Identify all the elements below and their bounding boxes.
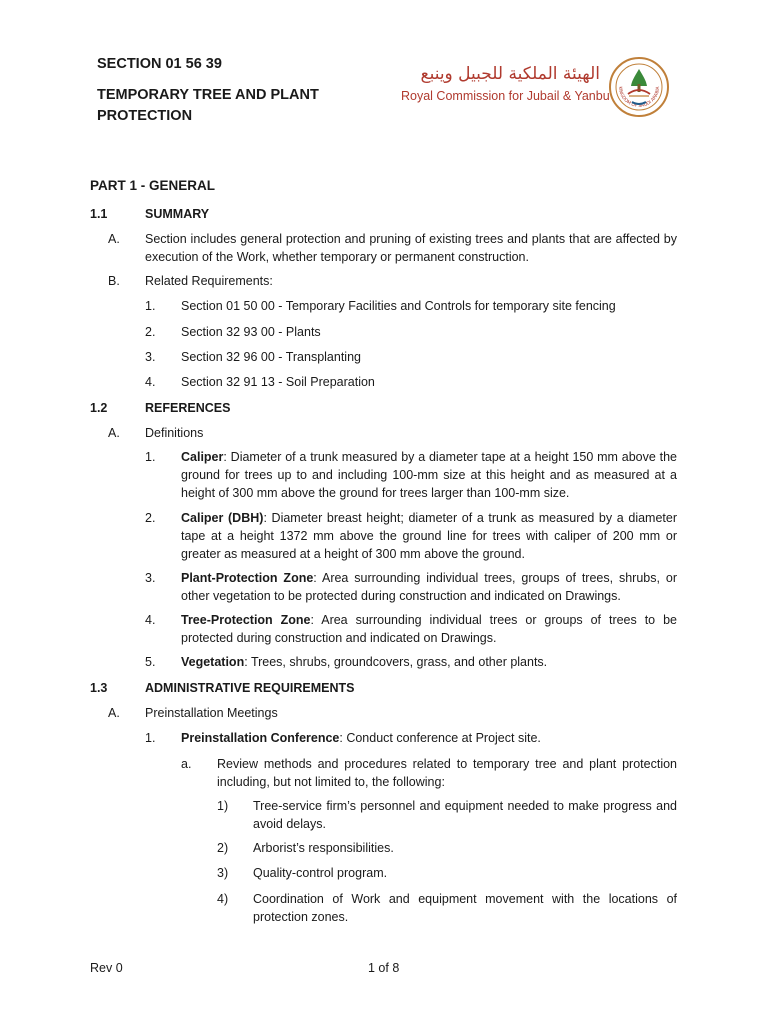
item-text: Tree-service firm’s personnel and equipment needed to make progress and avoid delays. xyxy=(253,799,677,831)
seal-emblem-icon xyxy=(608,56,670,118)
item-label: 3) xyxy=(217,866,229,880)
item-label: B. xyxy=(108,274,120,288)
item-text: Related Requirements: xyxy=(145,274,273,288)
item-label: 1) xyxy=(217,799,229,813)
item-text-block xyxy=(181,323,677,341)
item-text: : Trees, shrubs, groundcovers, grass, and other plants. xyxy=(244,655,548,669)
item-label: 2. xyxy=(145,325,156,339)
item-label: A. xyxy=(108,426,120,440)
logo-arabic-text: الهيئة الملكية للجبيل وينبع xyxy=(420,64,600,84)
footer-page-number: 1 of 8 xyxy=(368,961,400,975)
item-label: 1. xyxy=(145,731,156,745)
item-text: Section 32 96 00 - Transplanting xyxy=(181,350,361,364)
item-text: Coordination of Work and equipment movement with the locations of protection zones. xyxy=(253,892,677,924)
item-text: ADMINISTRATIVE REQUIREMENTS xyxy=(145,681,355,695)
item-text: : Area surrounding individual trees, groups of trees, shrubs, or other vegetation to be protected during construction and indicated on Drawings. xyxy=(181,571,677,603)
item-text-block xyxy=(145,272,677,290)
defined-term: Caliper xyxy=(181,450,224,464)
item-text-block xyxy=(181,653,677,671)
item-label: A. xyxy=(108,706,120,720)
section-number: SECTION 01 56 39 xyxy=(97,56,222,72)
item-text: Preinstallation Meetings xyxy=(145,706,278,720)
item-text-block xyxy=(253,797,677,833)
item-label: 1. xyxy=(145,450,156,464)
item-text-block xyxy=(145,424,677,442)
defined-term: Tree-Protection Zone xyxy=(181,613,311,627)
item-label: 1.1 xyxy=(90,207,108,221)
item-text-block xyxy=(181,373,677,391)
item-text-block xyxy=(181,348,677,366)
logo-english-text: Royal Commission for Jubail & Yanbu xyxy=(401,89,610,103)
item-text-block xyxy=(181,729,677,747)
section-title: TEMPORARY TREE AND PLANT PROTECTION xyxy=(97,87,319,124)
item-text-block xyxy=(181,509,677,563)
item-text: : Conduct conference at Project site. xyxy=(339,731,541,745)
item-text: Section includes general protection and pruning of existing trees and plants that are affected by execution of the Work, whether temporary or permanent construction. xyxy=(145,232,677,264)
item-text: Arborist’s responsibilities. xyxy=(253,841,394,855)
item-text-block xyxy=(145,704,677,722)
item-text: SUMMARY xyxy=(145,207,210,221)
item-label: 4. xyxy=(145,375,156,389)
item-text: Section 01 50 00 - Temporary Facilities and Controls for temporary site fencing xyxy=(181,299,616,313)
defined-term: Preinstallation Conference xyxy=(181,731,340,745)
defined-term: Plant-Protection Zone xyxy=(181,571,314,585)
item-text-block xyxy=(253,890,677,926)
item-text: Review methods and procedures related to temporary tree and plant protection including, but not limited to, the following: xyxy=(217,757,677,789)
item-text-block xyxy=(145,205,677,223)
defined-term: Vegetation xyxy=(181,655,245,669)
item-label: 4. xyxy=(145,613,156,627)
item-text: Section 32 91 13 - Soil Preparation xyxy=(181,375,375,389)
item-label: a. xyxy=(181,757,192,771)
item-text-block xyxy=(181,448,677,502)
item-text: : Diameter of a trunk measured by a diameter tape at a height 150 mm above the ground for trees up to and including 100-mm size at this height and as measured at a height of 300 mm above the ground for trees larger than 100-mm size. xyxy=(181,450,677,500)
document-header xyxy=(97,56,367,127)
item-text-block xyxy=(181,611,677,647)
item-label: 3. xyxy=(145,571,156,585)
footer-revision: Rev 0 xyxy=(90,961,123,975)
item-text: REFERENCES xyxy=(145,401,231,415)
part-heading: PART 1 - GENERAL xyxy=(90,178,216,193)
item-text: : Diameter breast height; diameter of a trunk as measured by a diameter tape at a height 1372 mm above the ground line for trees with caliper of 200 mm or greater as measured at a height of 300 mm above the ground. xyxy=(181,511,677,561)
item-label: 2. xyxy=(145,511,156,525)
item-text-block xyxy=(145,399,677,417)
item-text: Section 32 93 00 - Plants xyxy=(181,325,321,339)
item-text-block xyxy=(145,679,677,697)
item-text: : Area surrounding individual trees or groups of trees to be protected during construction and indicated on Drawings. xyxy=(181,613,677,645)
item-text-block xyxy=(253,864,677,882)
item-label: 1. xyxy=(145,299,156,313)
royal-commission-logo xyxy=(400,64,672,120)
item-label: 5. xyxy=(145,655,156,669)
item-text-block xyxy=(181,297,677,315)
item-text-block xyxy=(217,755,677,791)
item-text-block xyxy=(253,839,677,857)
item-label: 3. xyxy=(145,350,156,364)
item-label: 4) xyxy=(217,892,229,906)
item-text: Definitions xyxy=(145,426,204,440)
svg-text:KINGDOM OF SAUDI ARABIA: KINGDOM OF SAUDI ARABIA xyxy=(616,86,662,110)
item-text-block xyxy=(145,230,677,266)
defined-term: Caliper (DBH) xyxy=(181,511,264,525)
item-label: A. xyxy=(108,232,120,246)
item-text: Quality-control program. xyxy=(253,866,388,880)
item-text-block xyxy=(181,569,677,605)
item-label: 2) xyxy=(217,841,229,855)
item-label: 1.2 xyxy=(90,401,108,415)
item-label: 1.3 xyxy=(90,681,108,695)
